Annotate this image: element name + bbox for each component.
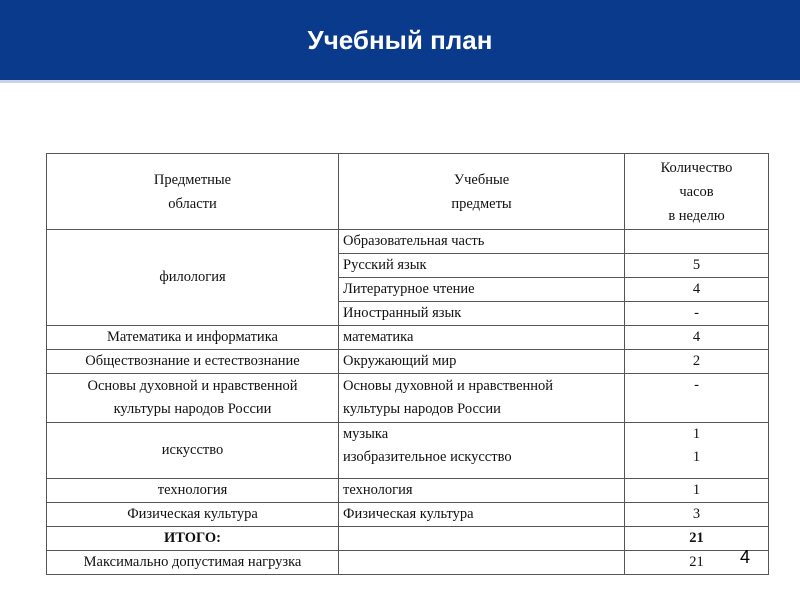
subject-cell: музыка [339, 423, 625, 447]
area-cell: филология [47, 230, 339, 326]
area-cell: Основы духовной и нравственной культуры народов России [47, 374, 339, 423]
subject-cell: Русский язык [339, 254, 625, 278]
hours-cell: - [625, 374, 769, 423]
header-hours: Количество часов в неделю [625, 154, 769, 230]
table-row [47, 423, 769, 447]
table-row [47, 230, 769, 254]
hours-cell: 5 [625, 254, 769, 278]
subject-cell: Физическая культура [339, 503, 625, 527]
table-row [47, 551, 769, 575]
hours-cell: 4 [625, 278, 769, 302]
subject-cell: изобразительное искусство [339, 446, 625, 479]
table-row [47, 503, 769, 527]
area-cell: Физическая культура [47, 503, 339, 527]
hours-cell: 2 [625, 350, 769, 374]
header-subjects: Учебные предметы [339, 154, 625, 230]
page-title: Учебный план [307, 24, 493, 55]
table-header-row [47, 154, 769, 230]
subject-cell: Окружающий мир [339, 350, 625, 374]
total-hours: 21 [625, 527, 769, 551]
hours-cell: 1 [625, 479, 769, 503]
subject-cell: Литературное чтение [339, 278, 625, 302]
page-number: 4 [740, 547, 751, 567]
subject-cell: Основы духовной и нравственной культуры народов России [339, 374, 625, 423]
subject-cell [339, 527, 625, 551]
area-cell: искусство [47, 423, 339, 479]
table-row [47, 350, 769, 374]
hours-cell: 1 [625, 446, 769, 479]
header-bar [0, 0, 800, 83]
table-row [47, 326, 769, 350]
max-load-label: Максимально допустимая нагрузка [47, 551, 339, 575]
area-cell: Математика и информатика [47, 326, 339, 350]
header-subject-areas: Предметные области [47, 154, 339, 230]
curriculum-table [46, 153, 769, 575]
subject-cell [339, 551, 625, 575]
table-row [47, 374, 769, 423]
total-label: ИТОГО: [47, 527, 339, 551]
subject-cell: математика [339, 326, 625, 350]
max-load-hours: 21 [625, 551, 769, 575]
hours-cell: 1 [625, 423, 769, 447]
area-cell: Обществознание и естествознание [47, 350, 339, 374]
hours-cell [625, 230, 769, 254]
subject-cell: технология [339, 479, 625, 503]
hours-cell: 4 [625, 326, 769, 350]
table-row [47, 479, 769, 503]
table-row [47, 527, 769, 551]
hours-cell: - [625, 302, 769, 326]
subject-cell: Образовательная часть [339, 230, 625, 254]
hours-cell: 3 [625, 503, 769, 527]
area-cell: технология [47, 479, 339, 503]
subject-cell: Иностранный язык [339, 302, 625, 326]
